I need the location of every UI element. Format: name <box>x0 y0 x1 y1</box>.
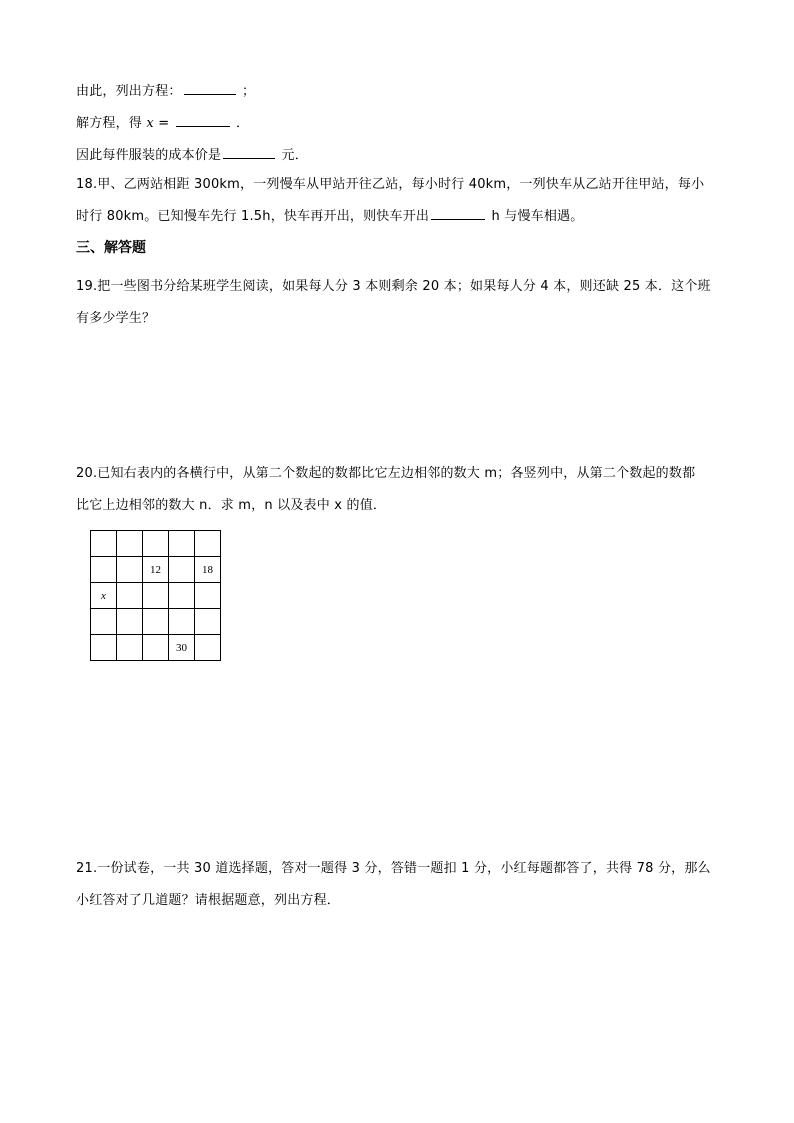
grid-cell <box>169 531 195 557</box>
grid-cell <box>91 557 117 583</box>
cost-price-blank[interactable] <box>223 146 275 159</box>
grid-cell <box>195 635 221 661</box>
grid-cell <box>195 531 221 557</box>
q21-line-1: 21.一份试卷，一共 30 道选择题，答对一题得 3 分，答错一题扣 1 分，小红每题都答了，共得 78 分，那么 <box>76 861 711 876</box>
grid-row <box>91 609 221 635</box>
grid-cell <box>169 583 195 609</box>
grid-cell <box>117 583 143 609</box>
grid-cell <box>91 635 117 661</box>
grid-cell <box>117 531 143 557</box>
grid-row <box>91 635 221 661</box>
meet-time-blank[interactable] <box>431 207 485 220</box>
q20-line-1: 20.已知右表内的各横行中，从第二个数起的数都比它左边相邻的数大 m；各竖列中，从第二个数起的数都 <box>76 466 696 481</box>
grid-cell: 30 <box>169 635 195 661</box>
grid-cell: 18 <box>195 557 221 583</box>
q17-solve-equals: = <box>153 116 174 131</box>
q17-solve-line <box>76 114 249 133</box>
grid-cell <box>91 531 117 557</box>
q18-line-2-suffix: h 与慢车相遇。 <box>491 209 584 224</box>
q17-solve-end: ． <box>236 116 250 131</box>
grid-cell <box>143 583 169 609</box>
grid-cell <box>117 557 143 583</box>
grid-row <box>91 583 221 609</box>
equation-blank[interactable] <box>184 82 236 95</box>
q17-equation-end: ； <box>241 84 256 99</box>
section-heading: 三、解答题 <box>76 240 146 256</box>
q17-cost-line <box>76 146 308 165</box>
number-grid <box>90 530 221 661</box>
q17-equation-line <box>76 82 255 101</box>
q17-cost-prompt: 因此每件服装的成本价是 <box>76 148 222 163</box>
q17-solve-prompt: 解方程，得 <box>76 116 147 131</box>
grid-cell: 12 <box>143 557 169 583</box>
grid-cell <box>143 609 169 635</box>
q21-line-2: 小红答对了几道题？请根据题意，列出方程． <box>76 893 341 908</box>
q20-line-2: 比它上边相邻的数大 n．求 m，n 以及表中 x 的值． <box>76 498 387 513</box>
q19-line-2: 有多少学生？ <box>76 311 156 326</box>
grid-cell <box>195 609 221 635</box>
grid-cell <box>169 557 195 583</box>
grid-cell <box>143 635 169 661</box>
grid-cell <box>91 609 117 635</box>
grid-cell <box>169 609 195 635</box>
grid-cell <box>195 583 221 609</box>
q17-cost-end: 元． <box>281 148 308 163</box>
q19-line-1: 19.把一些图书分给某班学生阅读，如果每人分 3 本则剩余 20 本；如果每人分 4 本，则还缺 25 本．这个班 <box>76 279 711 294</box>
grid-row <box>91 531 221 557</box>
q18-line-2 <box>76 207 583 226</box>
grid-cell <box>117 635 143 661</box>
grid-cell-x: x <box>91 583 117 609</box>
q18-line-2-prefix: 时行 80km。已知慢车先行 1.5h，快车再开出，则快车开出 <box>76 209 430 224</box>
grid-cell <box>143 531 169 557</box>
q17-solve-variable: x <box>146 116 154 131</box>
grid-cell <box>117 609 143 635</box>
x-value-blank[interactable] <box>176 114 230 127</box>
q18-line-1: 18.甲、乙两站相距 300km，一列慢车从甲站开往乙站，每小时行 40km，一列快车从乙站开往甲站，每小 <box>76 177 705 192</box>
q17-equation-prompt: 由此，列出方程： <box>76 84 182 99</box>
grid-row <box>91 557 221 583</box>
